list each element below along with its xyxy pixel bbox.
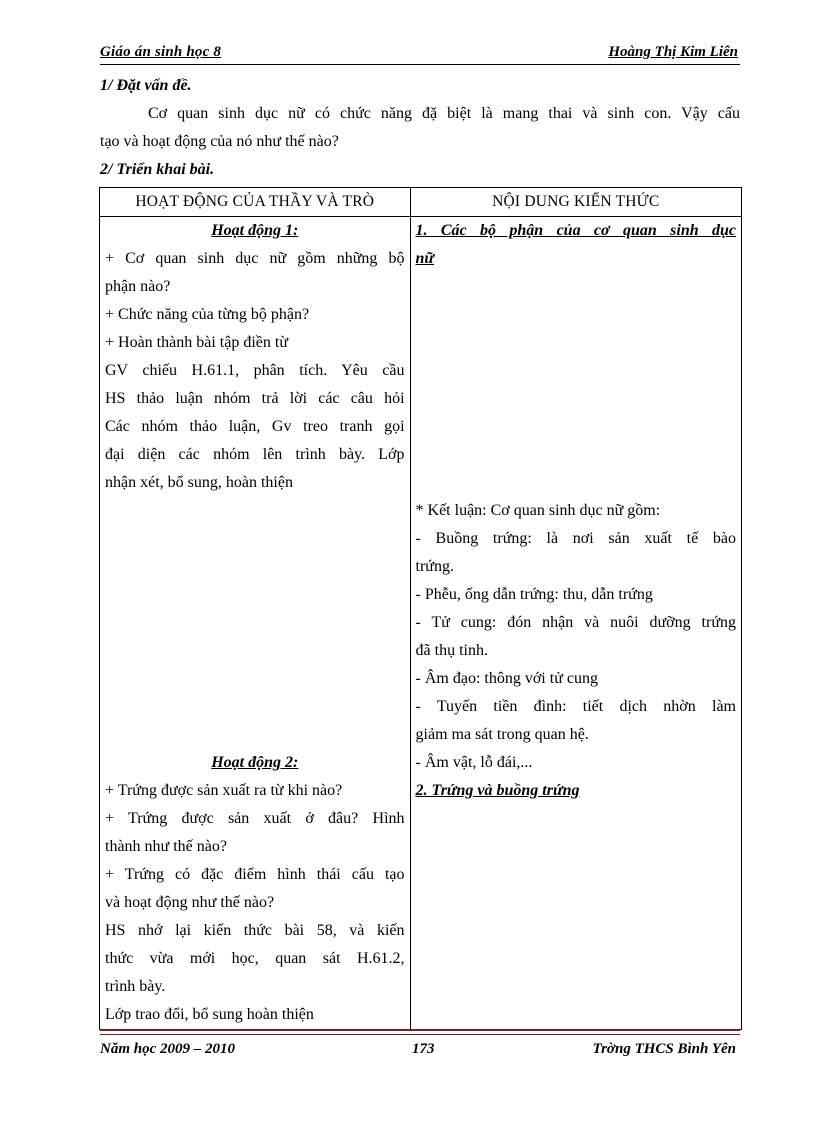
blank-space (105, 497, 405, 749)
intro-paragraph (100, 100, 740, 156)
activity-1-line: GV chiếu H.61.1, phân tích. Yêu cầu (105, 362, 405, 379)
header-divider (100, 64, 740, 65)
activity-2-line: HS nhớ lại kiến thức bài 58, và kiến (105, 922, 405, 939)
activity-2-line: Lớp trao đổi, bổ sung hoàn thiện (105, 1006, 314, 1023)
activity-2-line: và hoạt động như thế nào? (105, 894, 275, 911)
page-number: 173 (412, 1041, 435, 1057)
footer-school-name: Trờng THCS Bình Yên (592, 1041, 736, 1057)
activity-1-line: Các nhóm thảo luận, Gv treo tranh gọi (105, 418, 405, 435)
conclusion-line: * Kết luận: Cơ quan sinh dục nữ gồm: (415, 502, 661, 519)
activity-1-line: nhận xét, bổ sung, hoàn thiện (105, 474, 293, 491)
conclusion-line: - Buồng trứng: là nơi sản xuất tế bào (415, 530, 736, 547)
conclusion-line: - Âm vật, lỗ đái,... (415, 754, 533, 771)
content-2-title: 2. Trứng và buồng trứng (415, 782, 580, 799)
conclusion-line: đã thụ tinh. (415, 642, 488, 659)
conclusion-line: - Tử cung: đón nhận và nuôi dưỡng trứng (415, 614, 736, 631)
activity-1-title: Hoạt động 1: (211, 222, 299, 239)
content-1-title: 1. Các bộ phận của cơ quan sinh dục (415, 222, 736, 239)
lesson-table (99, 187, 742, 1030)
content-cell (410, 217, 741, 1030)
activity-2-line: + Trứng được sản xuất ra từ khi nào? (105, 782, 343, 799)
content-1-title-cont: nữ (415, 250, 434, 267)
activity-1-line: + Cơ quan sinh dục nữ gồm những bộ (105, 250, 405, 267)
conclusion-line: - Âm đạo: thông với tử cung (415, 670, 598, 687)
col-header-content: NỘI DUNG KIẾN THỨC (410, 188, 741, 217)
col-header-activities: HOẠT ĐỘNG CỦA THẦY VÀ TRÒ (100, 188, 411, 217)
activity-2-line: thức vừa mới học, quan sát H.61.2, (105, 950, 405, 967)
activity-2-line: trình bày. (105, 978, 166, 995)
conclusion-line: - Tuyến tiền đình: tiết dịch nhờn làm (415, 698, 736, 715)
conclusion-line: - Phễu, ống dẫn trứng: thu, dẫn trứng (415, 586, 653, 603)
section-title-1: 1/ Đặt vấn đề. (100, 77, 192, 94)
header-author: Hoàng Thị Kim Liên (608, 44, 738, 60)
intro-line-2: tạo và hoạt động của nó như thế nào? (100, 133, 339, 150)
activity-2-line: + Trứng được sản xuất ở đâu? Hình (105, 810, 405, 827)
footer-divider (100, 1029, 740, 1031)
conclusion-line: giảm ma sát trong quan hệ. (415, 726, 589, 743)
activity-2-title: Hoạt động 2: (211, 754, 299, 771)
activity-1-line: đại diện các nhóm lên trình bày. Lớp (105, 446, 405, 463)
conclusion-line: trứng. (415, 558, 454, 575)
footer-divider-thin (100, 1034, 740, 1035)
footer-school-year: Năm học 2009 – 2010 (100, 1041, 235, 1057)
activity-2-line: thành như thế nào? (105, 838, 227, 855)
activities-cell (100, 217, 411, 1030)
intro-line-1: Cơ quan sinh dục nữ có chức năng đặ biệt là mang thai và sinh con. Vậy cấu (148, 105, 740, 122)
section-title-2: 2/ Triển khai bài. (100, 161, 215, 178)
activity-1-line: + Hoàn thành bài tập điền từ (105, 334, 288, 351)
activity-2-line: + Trứng có đặc điểm hình thái cấu tạo (105, 866, 405, 883)
activity-1-line: phận nào? (105, 278, 171, 295)
header-subject: Giáo án sinh học 8 (100, 44, 222, 60)
blank-space (416, 273, 736, 497)
activity-1-line: + Chức năng của từng bộ phận? (105, 306, 310, 323)
activity-1-line: HS thảo luận nhóm trả lời các câu hỏi (105, 390, 405, 407)
